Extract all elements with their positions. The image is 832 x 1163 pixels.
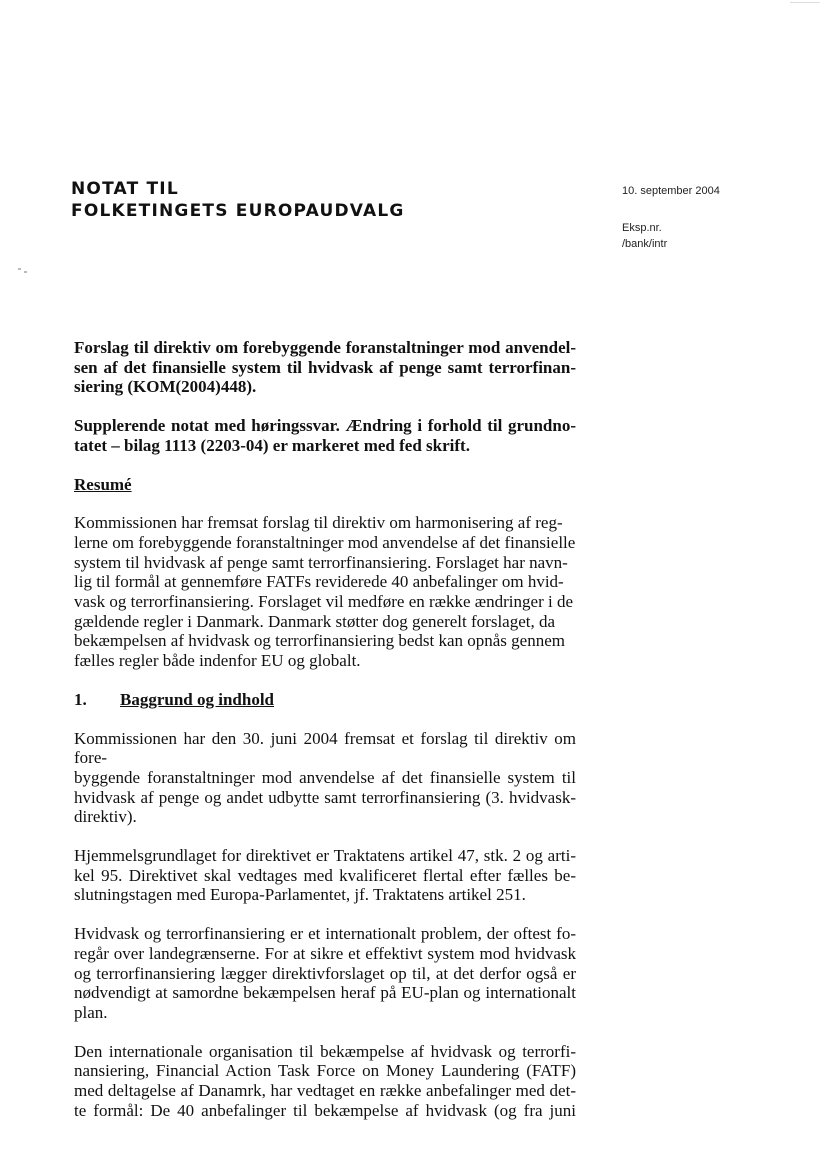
document-meta — [622, 185, 720, 252]
paragraph-international-problem — [74, 924, 576, 1023]
paragraph-line: plan. — [74, 1002, 108, 1022]
scan-artifact — [18, 268, 21, 270]
title-line: siering (KOM(2004)448). — [74, 377, 257, 397]
reference-code: /bank/intr — [622, 238, 668, 250]
subtitle-line: Supplerende notat med høringssvar. Ændring i forhold til grundno- — [74, 416, 576, 436]
paragraph-line: regår over landegrænserne. For at sikre et effektivt system mod hvidvask — [74, 943, 576, 963]
resume-line: system til hvidvask af penge samt terrorfinansiering. Forslaget har navn- — [74, 552, 568, 572]
paragraph-line: med deltagelse af Danamrk, har vedtaget en række anbefalinger med det- — [74, 1081, 576, 1101]
document-body — [74, 338, 576, 1121]
paragraph-line: Kommissionen har den 30. juni 2004 fremsat et forslag til direktiv om fore- — [74, 728, 576, 768]
title-line: sen af det finansielle system til hvidvask af penge samt terrorfinan- — [74, 357, 576, 377]
reference-number: Eksp.nr. — [622, 222, 662, 234]
paragraph-fatf — [74, 1042, 576, 1121]
subtitle-line: tatet – bilag 1113 (2203-04) er markeret med fed skrift. — [74, 435, 470, 455]
memo-heading — [71, 178, 405, 222]
section-1-heading — [74, 690, 576, 710]
section-title: Baggrund og indhold — [120, 689, 275, 709]
paragraph-line: og terrorfinansiering lægger direktivforslaget op til, at det derfor også er — [74, 963, 576, 983]
document-date: 10. september 2004 — [622, 185, 720, 197]
paragraph-line: kel 95. Direktivet skal vedtages med kvalificeret flertal efter fælles be- — [74, 865, 576, 885]
paragraph-line: direktiv). — [74, 807, 137, 827]
section-number: 1. — [74, 689, 87, 709]
resume-line: Kommissionen har fremsat forslag til direktiv om harmonisering af reg- — [74, 513, 563, 533]
paragraph-line: slutningstagen med Europa-Parlamentet, jf. Traktatens artikel 251. — [74, 885, 526, 905]
paragraph-line: Hvidvask og terrorfinansiering er et internationalt problem, der oftest fo- — [74, 924, 576, 944]
paragraph-line: nansiering, Financial Action Task Force on Money Laundering (FATF) — [74, 1061, 576, 1081]
title-line: Forslag til direktiv om forebyggende foranstaltninger mod anvendel- — [74, 338, 576, 357]
resume-line: gældende regler i Danmark. Danmark støtter dog generelt forslaget, da — [74, 611, 556, 631]
paragraph-legal-basis — [74, 846, 576, 905]
paragraph-line: nødvendigt at samordne bekæmpelsen heraf på EU-plan og internationalt — [74, 983, 576, 1003]
resume-paragraph — [74, 513, 576, 671]
resume-line: fælles regler både indenfor EU og globalt. — [74, 651, 361, 671]
scan-artifact — [24, 271, 27, 273]
resume-line: lig til formål at gennemføre FATFs reviderede 40 anbefalinger om hvid- — [74, 572, 564, 592]
document-subtitle — [74, 416, 576, 455]
paragraph-line: te formål: De 40 anbefalinger til bekæmpelse af hvidvask (og fra juni — [74, 1100, 576, 1120]
paragraph-line: byggende foranstaltninger mod anvendelse af det finansielle system til — [74, 767, 576, 787]
scan-artifact — [790, 2, 820, 3]
memo-heading-line-1: NOTAT TIL — [71, 179, 179, 199]
memo-heading-line-2: FOLKETINGETS EUROPAUDVALG — [71, 201, 405, 221]
resume-line: bekæmpelsen af hvidvask og terrorfinansiering bedst kan opnås gennem — [74, 631, 565, 651]
document-title — [74, 338, 576, 397]
paragraph-line: hvidvask af penge og andet udbytte samt terrorfinansiering (3. hvidvask- — [74, 787, 576, 807]
paragraph-line: Den internationale organisation til bekæmpelse af hvidvask og terrorfi- — [74, 1041, 576, 1061]
paragraph-background — [74, 729, 576, 828]
resume-heading: Resumé — [74, 474, 132, 494]
resume-line: vask og terrorfinansiering. Forslaget vil medføre en række ændringer i de — [74, 592, 574, 612]
resume-line: lerne om forebyggende foranstaltninger mod anvendelse af det finansielle — [74, 532, 576, 552]
paragraph-line: Hjemmelsgrundlaget for direktivet er Traktatens artikel 47, stk. 2 og arti- — [74, 846, 576, 866]
